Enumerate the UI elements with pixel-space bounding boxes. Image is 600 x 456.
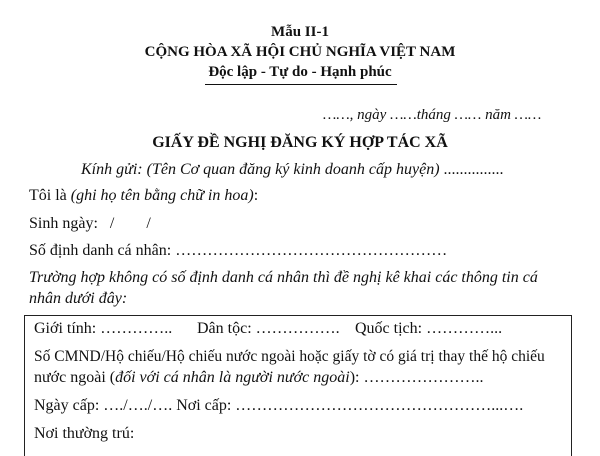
id-doc-suffix: ): ………………….. — [349, 369, 484, 386]
id-doc-foreigner-note: đối với cá nhân là người nước ngoài — [115, 369, 350, 386]
id-number-line: Số định danh cá nhân: …………………………………………… — [29, 242, 448, 259]
id-doc-prefix: nước ngoài ( — [34, 369, 116, 386]
issue-line: Ngày cấp: …./…./…. Nơi cấp: …………………………………………...…. — [34, 397, 524, 414]
addressee-line — [81, 160, 504, 180]
name-colon: : — [253, 187, 259, 204]
gender-field: Giới tính: ………….. — [34, 320, 173, 337]
personal-info-box — [24, 315, 572, 456]
ethnicity-field: Dân tộc: ……………. — [197, 320, 340, 337]
name-line — [29, 186, 258, 206]
note-line-2: nhân dưới đây: — [29, 290, 128, 307]
id-document-line-1: Số CMND/Hộ chiếu/Hộ chiếu nước ngoài hoặc giấy tờ có giá trị thay thế hộ chiếu — [34, 348, 545, 365]
date-line: ……, ngày ……tháng …… năm …… — [323, 107, 542, 123]
addressee-value: (Tên Cơ quan đăng ký kinh doanh cấp huyện) — [146, 161, 440, 178]
name-hint: (ghi họ tên bằng chữ in hoa) — [70, 187, 254, 204]
nationality-field: Quốc tịch: …………... — [355, 320, 503, 337]
form-code: Mẫu II-1 — [271, 24, 329, 40]
residence-line: Nơi thường trú: — [34, 425, 135, 442]
motto: Độc lập - Tự do - Hạnh phúc — [208, 64, 392, 80]
addressee-label: Kính gửi: — [81, 161, 143, 178]
dob-line: Sinh ngày: / / — [29, 215, 151, 232]
note-line-1: Trường hợp không có số định danh cá nhân thì đề nghị kê khai các thông tin cá — [29, 269, 538, 286]
nation-title: CỘNG HÒA XÃ HỘI CHỦ NGHĨA VIỆT NAM — [144, 44, 456, 60]
id-document-line-2 — [34, 368, 484, 388]
motto-underline — [205, 84, 397, 85]
name-label: Tôi là — [29, 187, 67, 204]
addressee-dots: ............... — [443, 161, 504, 178]
document-title: GIẤY ĐỀ NGHỊ ĐĂNG KÝ HỢP TÁC XÃ — [152, 134, 448, 151]
